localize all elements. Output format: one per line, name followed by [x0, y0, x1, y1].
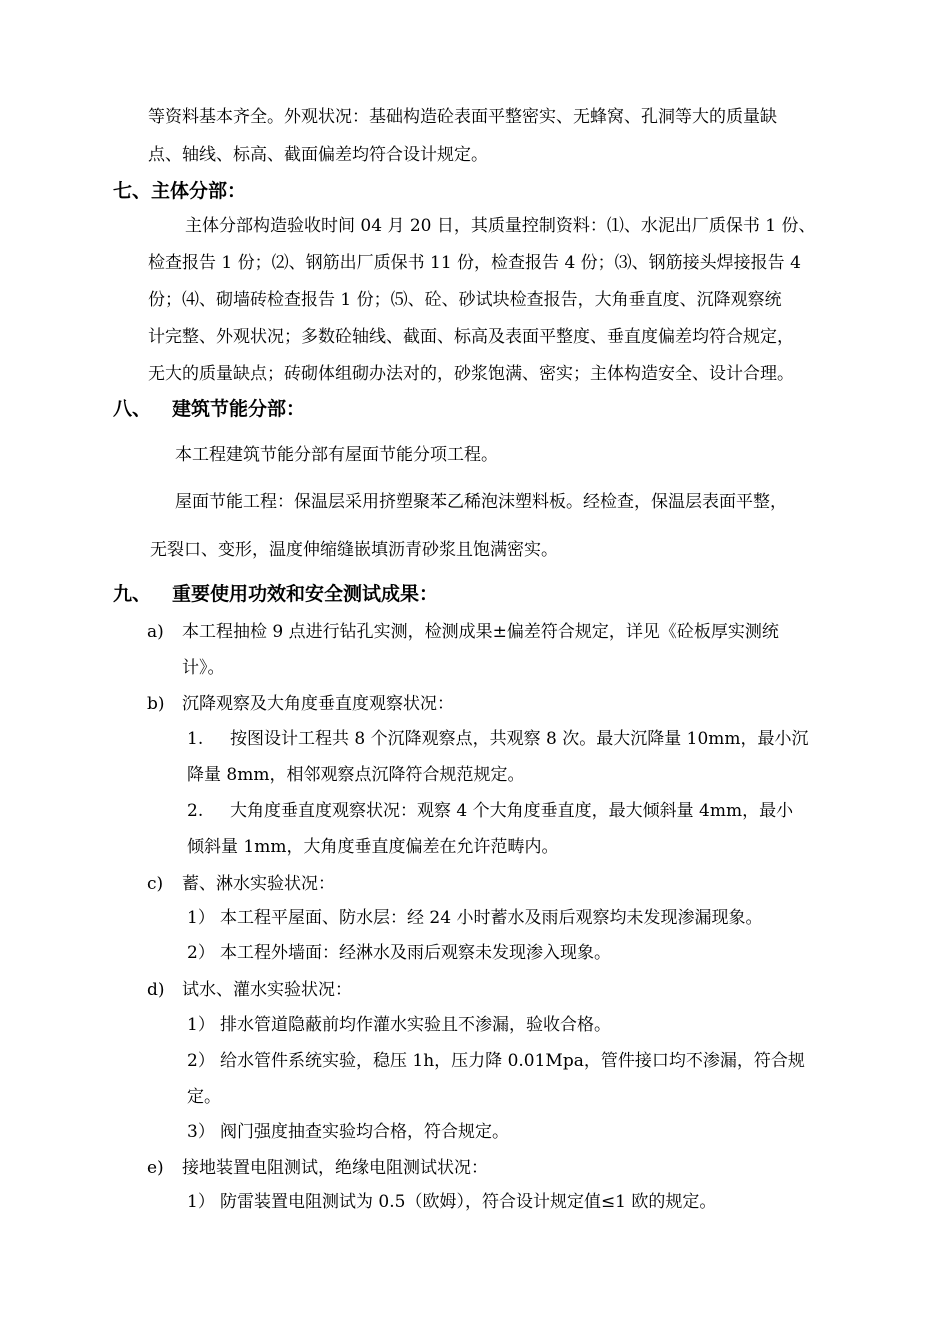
- sub-list-line: 大角度垂直度观察状况：观察 4 个大角度垂直度，最大倾斜量 4mm，最小: [230, 801, 794, 821]
- sub-list-line: 排水管道隐蔽前均作灌水实验且不渗漏，验收合格。: [220, 1015, 611, 1035]
- sub-list-line: 倾斜量 1mm，大角度垂直度偏差在允许范畴内。: [187, 837, 559, 857]
- sub-list-marker: 1）: [187, 908, 215, 928]
- paragraph-line: 等资料基本齐全。外观状况：基础构造砼表面平整密实、无蜂窝、孔洞等大的质量缺: [148, 107, 777, 127]
- sub-list-line: 防雷装置电阻测试为 0.5（欧姆），符合设计规定值≤1 欧的规定。: [220, 1192, 717, 1212]
- list-item-line: 沉降观察及大角度垂直度观察状况：: [182, 694, 454, 714]
- sub-list-marker: 1）: [187, 1192, 215, 1212]
- section-heading: 重要使用功效和安全测试成果：: [172, 583, 439, 605]
- list-marker: d): [147, 980, 165, 1000]
- section-heading: 建筑节能分部：: [172, 398, 306, 420]
- sub-list-marker: 2）: [187, 943, 215, 963]
- sub-list-line: 本工程外墙面：经淋水及雨后观察未发现渗入现象。: [220, 943, 611, 963]
- section-heading: 七、主体分部：: [113, 180, 247, 202]
- paragraph-line: 计完整、外观状况；多数砼轴线、截面、标高及表面平整度、垂直度偏差均符合规定，: [148, 327, 794, 347]
- list-marker: a): [147, 622, 164, 642]
- paragraph-line: 无裂口、变形，温度伸缩缝嵌填沥青砂浆且饱满密实。: [150, 540, 558, 560]
- sub-list-line: 本工程平屋面、防水层：经 24 小时蓄水及雨后观察均未发现渗漏现象。: [220, 908, 763, 928]
- paragraph-line: 点、轴线、标高、截面偏差均符合设计规定。: [148, 145, 488, 165]
- list-item-line: 试水、灌水实验状况：: [182, 980, 352, 1000]
- sub-list-marker: 1）: [187, 1015, 215, 1035]
- sub-list-marker: 1.: [187, 729, 204, 749]
- sub-list-line: 定。: [187, 1087, 221, 1107]
- paragraph-line: 本工程建筑节能分部有屋面节能分项工程。: [175, 445, 498, 465]
- sub-list-line: 降量 8mm，相邻观察点沉降符合规范规定。: [187, 765, 525, 785]
- list-item-line: 蓄、淋水实验状况：: [182, 874, 335, 894]
- sub-list-line: 按图设计工程共 8 个沉降观察点，共观察 8 次。最大沉降量 10mm，最小沉: [230, 729, 809, 749]
- paragraph-line: 检查报告 1 份；⑵、钢筋出厂质保书 11 份，检查报告 4 份；⑶、钢筋接头焊接报告 4: [148, 253, 801, 273]
- paragraph-line: 份；⑷、砌墙砖检查报告 1 份；⑸、砼、砂试块检查报告，大角垂直度、沉降观察统: [148, 290, 782, 310]
- paragraph-line: 主体分部构造验收时间 04 月 20 日，其质量控制资料：⑴、水泥出厂质保书 1 份、: [185, 216, 816, 236]
- sub-list-marker: 2）: [187, 1051, 215, 1071]
- list-marker: e): [147, 1158, 164, 1178]
- sub-list-line: 给水管件系统实验，稳压 1h，压力降 0.01Mpa，管件接口均不渗漏，符合规: [220, 1051, 805, 1071]
- list-marker: c): [147, 874, 164, 894]
- sub-list-marker: 2.: [187, 801, 204, 821]
- paragraph-line: 无大的质量缺点；砖砌体组砌办法对的，砂浆饱满、密实；主体构造安全、设计合理。: [148, 364, 794, 384]
- sub-list-marker: 3）: [187, 1122, 215, 1142]
- sub-list-line: 阀门强度抽查实验均合格，符合规定。: [220, 1122, 509, 1142]
- section-number: 八、: [113, 398, 152, 420]
- list-item-line: 接地装置电阻测试，绝缘电阻测试状况：: [182, 1158, 488, 1178]
- section-number: 九、: [113, 583, 152, 605]
- paragraph-line: 屋面节能工程：保温层采用挤塑聚苯乙稀泡沫塑料板。经检查，保温层表面平整，: [175, 492, 787, 512]
- list-item-line: 本工程抽检 9 点进行钻孔实测，检测成果±偏差符合规定，详见《砼板厚实测统: [182, 622, 779, 642]
- list-item-line: 计》。: [182, 658, 225, 678]
- list-marker: b): [147, 694, 165, 714]
